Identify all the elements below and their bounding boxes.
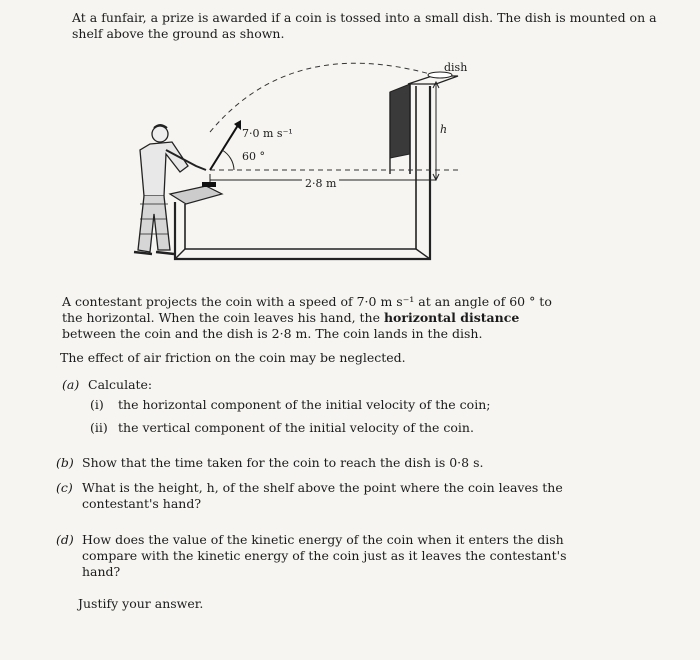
- question-a-ii: [90, 420, 650, 436]
- paragraph-1-end: between the coin and the dish is 2·8 m. The coin lands in the dish.: [62, 326, 483, 341]
- question-d: [56, 532, 576, 580]
- velocity-arrow: [210, 122, 240, 170]
- question-b-text: Show that the time taken for the coin to reach the dish is 0·8 s.: [82, 455, 484, 470]
- dish-label: dish: [444, 61, 468, 74]
- paragraph-1-bold: horizontal distance: [383, 310, 520, 325]
- question-b: [56, 455, 656, 471]
- angle-arc: [222, 150, 234, 170]
- angle-label: 60 °: [242, 150, 265, 163]
- paragraph-2: The effect of air friction on the coin may be neglected.: [60, 350, 406, 365]
- funfair-diagram: [110, 54, 490, 280]
- justify-prompt: Justify your answer.: [78, 596, 204, 611]
- question-c: [56, 480, 576, 512]
- question-a-ii-label: (ii): [90, 420, 108, 435]
- diagram-drawing: [110, 54, 490, 280]
- question-c-label: (c): [56, 480, 73, 495]
- height-label: h: [440, 123, 448, 136]
- question-c-text: What is the height, h, of the shelf above the point where the coin leaves the contestant's hand?: [82, 480, 563, 511]
- question-a-i: [90, 397, 650, 413]
- question-a-ii-text: the vertical component of the initial velocity of the coin.: [118, 420, 474, 435]
- question-d-text: How does the value of the kinetic energy of the coin when it enters the dish compare with the kinetic energy of the coin just as it leaves the contestant's hand?: [82, 532, 567, 579]
- question-a-text: Calculate:: [88, 377, 153, 392]
- question-a-i-text: the horizontal component of the initial velocity of the coin;: [118, 397, 491, 412]
- bench: [170, 186, 222, 204]
- paragraph-1-start: A contestant projects the coin with a speed of 7·0 m s⁻¹ at an angle of 60 ° to the horizontal. When the coin leaves his hand, the: [62, 294, 552, 325]
- paragraph-1: [62, 294, 552, 342]
- question-a: [62, 377, 662, 393]
- shelf-pillar: [390, 84, 410, 158]
- intro-text: At a funfair, a prize is awarded if a coin is tossed into a small dish. The dish is mounted on a shelf above the ground as shown.: [72, 10, 657, 41]
- question-d-label: (d): [56, 532, 74, 547]
- question-a-i-label: (i): [90, 397, 104, 412]
- distance-label: 2·8 m: [302, 178, 339, 190]
- question-a-label: (a): [62, 377, 80, 392]
- question-b-label: (b): [56, 455, 74, 470]
- speed-label: 7·0 m s⁻¹: [242, 127, 293, 140]
